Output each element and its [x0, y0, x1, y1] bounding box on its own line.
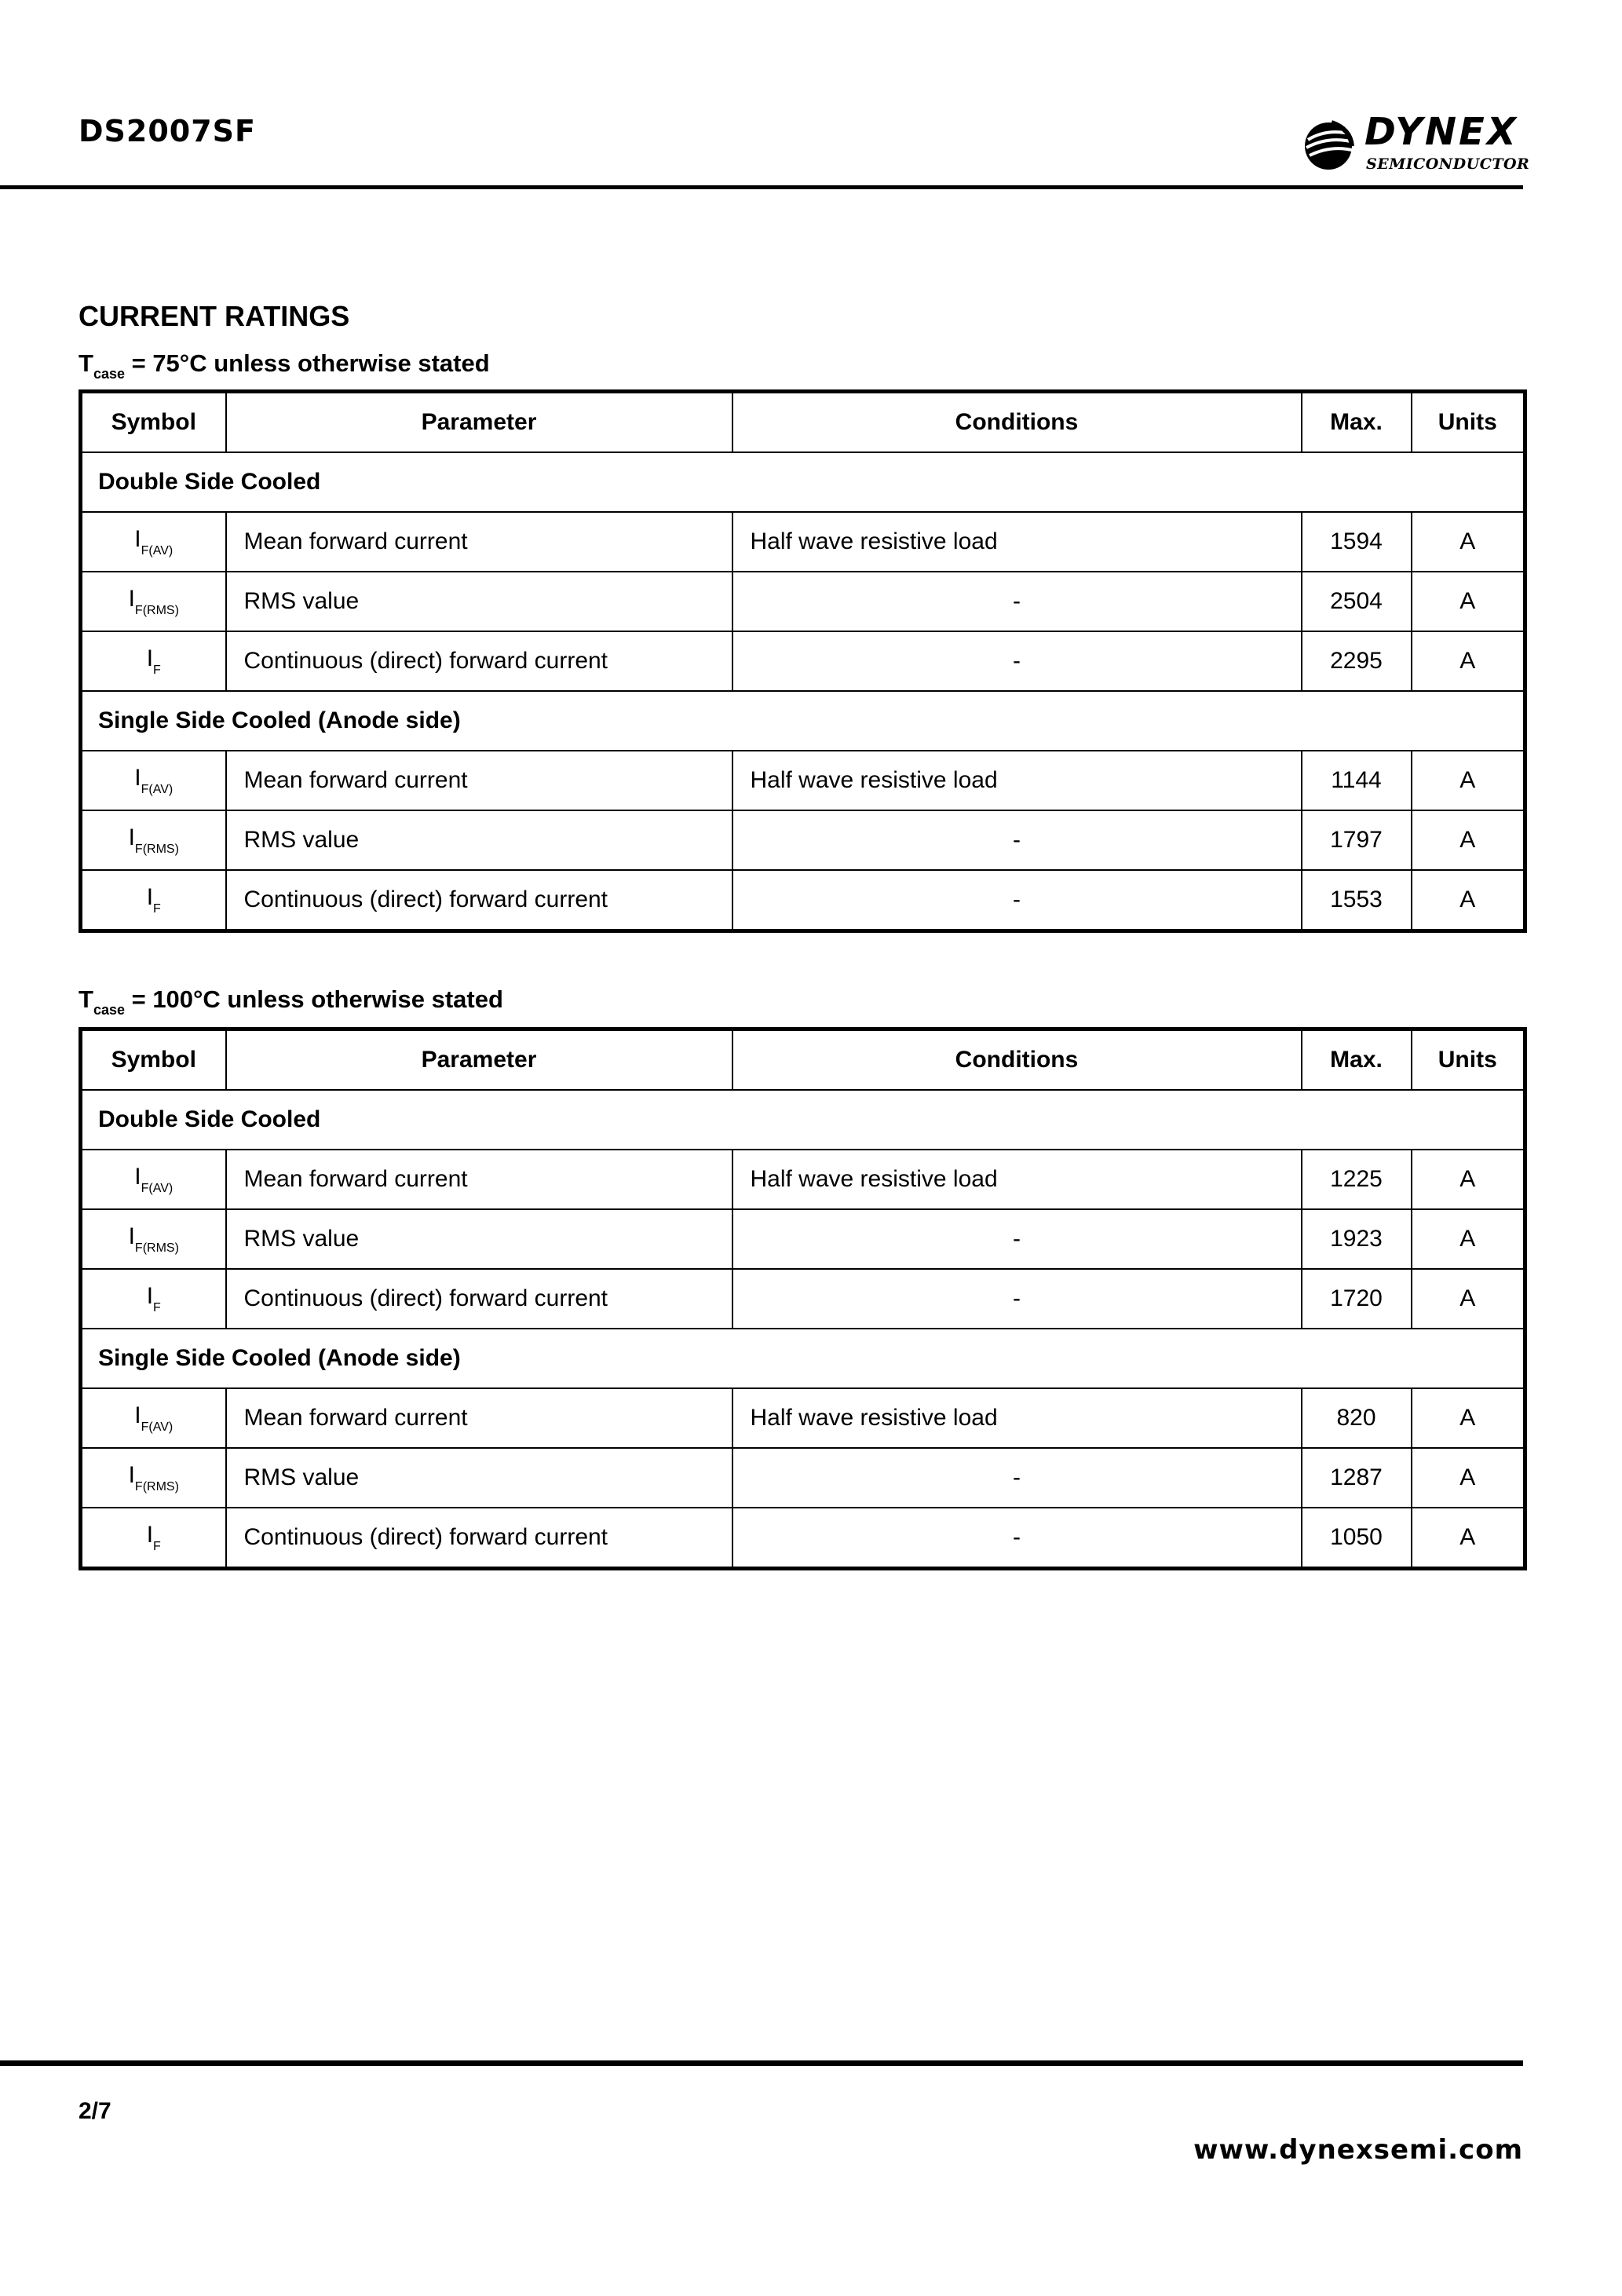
header-rule: [0, 185, 1523, 189]
website-link[interactable]: www.dynexsemi.com: [1193, 2134, 1523, 2166]
table-row: [81, 572, 1525, 631]
parameter-cell: Continuous (direct) forward current: [226, 1508, 732, 1569]
symbol-cell: $I_F$: [81, 1508, 226, 1569]
header-units: Units: [1412, 1029, 1525, 1091]
header-conditions: Conditions: [732, 392, 1302, 453]
header-parameter: Parameter: [226, 1029, 732, 1091]
units-cell: A: [1412, 512, 1525, 572]
table-row: [81, 1209, 1525, 1269]
header-max: Max.: [1302, 1029, 1412, 1091]
table-row: [81, 751, 1525, 810]
group-label: Single Side Cooled (Anode side): [81, 691, 1525, 751]
logo-subtitle: SEMICONDUCTOR: [1366, 155, 1530, 173]
max-cell: 2504: [1302, 572, 1412, 631]
cond-T: T: [79, 349, 93, 377]
group-row: [81, 452, 1525, 512]
conditions-cell: Half wave resistive load: [732, 751, 1302, 810]
table-row: [81, 1448, 1525, 1508]
header-max: Max.: [1302, 392, 1412, 453]
parameter-cell: Continuous (direct) forward current: [226, 631, 732, 691]
ratings-table-1: [79, 389, 1527, 933]
symbol-cell: $I_{F(AV)}$: [81, 1150, 226, 1209]
cond-sub: case: [93, 1002, 125, 1018]
group-label: Single Side Cooled (Anode side): [81, 1329, 1525, 1388]
header-symbol: Symbol: [81, 392, 226, 453]
dynex-logo: [1300, 110, 1530, 182]
group-row: [81, 1090, 1525, 1150]
document-id: DS2007SF: [79, 114, 256, 148]
units-cell: A: [1412, 1269, 1525, 1329]
max-cell: 1144: [1302, 751, 1412, 810]
max-cell: 1923: [1302, 1209, 1412, 1269]
conditions-cell: Half wave resistive load: [732, 1150, 1302, 1209]
max-cell: 1797: [1302, 810, 1412, 870]
parameter-cell: Mean forward current: [226, 751, 732, 810]
table-header-row: [81, 1029, 1525, 1091]
max-cell: 1287: [1302, 1448, 1412, 1508]
header-conditions: Conditions: [732, 1029, 1302, 1091]
units-cell: A: [1412, 1508, 1525, 1569]
table-row: [81, 810, 1525, 870]
conditions-cell: -: [732, 1209, 1302, 1269]
table-row: [81, 512, 1525, 572]
parameter-cell: RMS value: [226, 1448, 732, 1508]
cond-sub: case: [93, 366, 125, 382]
table-header-row: [81, 392, 1525, 453]
parameter-cell: RMS value: [226, 1209, 732, 1269]
units-cell: A: [1412, 1150, 1525, 1209]
symbol-cell: $I_{F(RMS)}$: [81, 1448, 226, 1508]
parameter-cell: Continuous (direct) forward current: [226, 1269, 732, 1329]
conditions-cell: -: [732, 810, 1302, 870]
header-units: Units: [1412, 392, 1525, 453]
table-row: [81, 1269, 1525, 1329]
page-header: [0, 0, 1530, 190]
page-number: 2/7: [79, 2098, 111, 2124]
conditions-cell: Half wave resistive load: [732, 512, 1302, 572]
symbol-cell: $I_{F(RMS)}$: [81, 572, 226, 631]
parameter-cell: Mean forward current: [226, 1388, 732, 1448]
symbol-cell: $I_{F(AV)}$: [81, 512, 226, 572]
group-row: [81, 1329, 1525, 1388]
units-cell: A: [1412, 751, 1525, 810]
section-title: CURRENT RATINGS: [79, 300, 350, 332]
cond-T: T: [79, 985, 93, 1013]
table-row: [81, 1388, 1525, 1448]
units-cell: A: [1412, 572, 1525, 631]
conditions-cell: -: [732, 631, 1302, 691]
header-parameter: Parameter: [226, 392, 732, 453]
max-cell: 1225: [1302, 1150, 1412, 1209]
cond-text: = 100°C unless otherwise stated: [124, 985, 503, 1013]
symbol-cell: $I_{F(AV)}$: [81, 751, 226, 810]
group-label: Double Side Cooled: [81, 1090, 1525, 1150]
units-cell: A: [1412, 1388, 1525, 1448]
conditions-cell: Half wave resistive load: [732, 1388, 1302, 1448]
logo-wordmark: DYNEX: [1364, 110, 1518, 154]
units-cell: A: [1412, 870, 1525, 931]
units-cell: A: [1412, 810, 1525, 870]
parameter-cell: Mean forward current: [226, 512, 732, 572]
symbol-cell: $I_{F(AV)}$: [81, 1388, 226, 1448]
max-cell: 2295: [1302, 631, 1412, 691]
symbol-cell: $I_F$: [81, 1269, 226, 1329]
max-cell: 1050: [1302, 1508, 1412, 1569]
table-row: [81, 1150, 1525, 1209]
units-cell: A: [1412, 1448, 1525, 1508]
max-cell: 820: [1302, 1388, 1412, 1448]
units-cell: A: [1412, 1209, 1525, 1269]
conditions-cell: -: [732, 572, 1302, 631]
table-1-condition: [79, 349, 490, 382]
group-label: Double Side Cooled: [81, 452, 1525, 512]
conditions-cell: -: [732, 1448, 1302, 1508]
symbol-cell: $I_{F(RMS)}$: [81, 1209, 226, 1269]
conditions-cell: -: [732, 1508, 1302, 1569]
parameter-cell: Continuous (direct) forward current: [226, 870, 732, 931]
conditions-cell: -: [732, 870, 1302, 931]
table-row: [81, 631, 1525, 691]
group-row: [81, 691, 1525, 751]
ratings-table-2: [79, 1027, 1527, 1570]
header-symbol: Symbol: [81, 1029, 226, 1091]
table-row: [81, 870, 1525, 931]
conditions-cell: -: [732, 1269, 1302, 1329]
symbol-cell: $I_{F(RMS)}$: [81, 810, 226, 870]
table-2-condition: [79, 985, 503, 1018]
parameter-cell: RMS value: [226, 572, 732, 631]
table-row: [81, 1508, 1525, 1569]
max-cell: 1553: [1302, 870, 1412, 931]
parameter-cell: RMS value: [226, 810, 732, 870]
footer-rule: [0, 2060, 1523, 2066]
cond-text: = 75°C unless otherwise stated: [124, 349, 490, 377]
logo-swirl-icon: [1300, 112, 1363, 177]
max-cell: 1720: [1302, 1269, 1412, 1329]
units-cell: A: [1412, 631, 1525, 691]
parameter-cell: Mean forward current: [226, 1150, 732, 1209]
max-cell: 1594: [1302, 512, 1412, 572]
symbol-cell: $I_F$: [81, 631, 226, 691]
symbol-cell: $I_F$: [81, 870, 226, 931]
